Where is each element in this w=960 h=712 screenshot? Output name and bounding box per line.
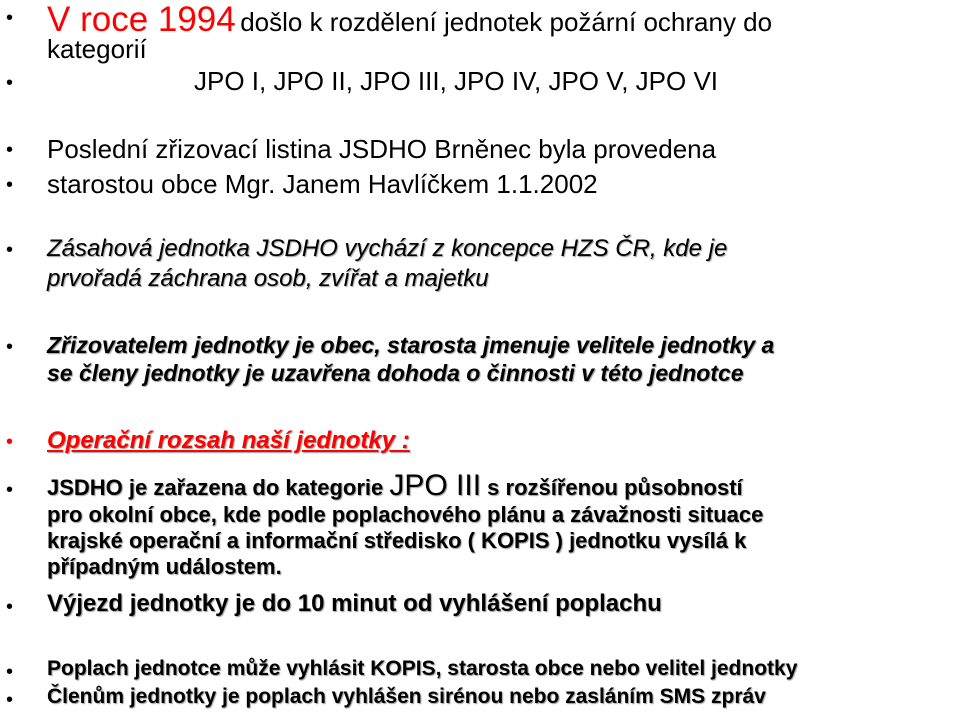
bullet-icon: •	[6, 336, 14, 358]
bullet-icon: •	[6, 7, 14, 29]
item-1-line-2: kategorií	[47, 34, 147, 64]
item-2-jpo-list: JPO I, JPO II, JPO III, JPO IV, JPO V, JPO VI	[194, 66, 719, 96]
bullet-icon: •	[6, 174, 14, 196]
item-8-text: Výjezd jednotky je do 10 minut od vyhlášení poplachu	[47, 590, 662, 617]
item-7-post: s rozšířenou působností	[487, 475, 743, 500]
bullet-icon: •	[6, 479, 14, 501]
item-3-line-2: starostou obce Mgr. Janem Havlíčkem 1.1.2002	[47, 169, 598, 199]
item-7-line-4: případným událostem.	[47, 554, 282, 579]
item-7-line-2: pro okolní obce, kde podle poplachového plánu a závažnosti situace	[47, 502, 764, 527]
item-6-heading: Operační rozsah naší jednotky :	[47, 427, 410, 454]
item-5-line-2: se členy jednotky je uzavřena dohoda o činnosti v této jednotce	[47, 360, 744, 386]
item-1-rest: došlo k rozdělení jednotek požární ochrany do	[240, 7, 773, 37]
item-1-lead: V roce 1994	[47, 0, 236, 39]
item-5-line-1: Zřizovatelem jednotky je obec, starosta jmenuje velitele jednotky a	[47, 332, 775, 358]
item-7-line-3: krajské operační a informační středisko ( KOPIS ) jednotku vysílá k	[47, 528, 747, 553]
bullet-icon: •	[6, 431, 14, 453]
bullet-icon: •	[6, 139, 14, 161]
bullet-icon: •	[6, 72, 14, 94]
bullet-icon: •	[6, 661, 14, 683]
item-1-line-1	[47, 0, 772, 47]
item-9-text: Poplach jednotce může vyhlásit KOPIS, starosta obce nebo velitel jednotky	[47, 657, 798, 680]
item-3-line-1: Poslední zřizovací listina JSDHO Brněnec byla provedena	[47, 134, 717, 164]
item-4-line-1: Zásahová jednotka JSDHO vychází z koncepce HZS ČR, kde je	[47, 235, 728, 262]
bullet-icon: •	[6, 596, 14, 618]
item-7-pre: JSDHO je zařazena do kategorie	[47, 475, 384, 500]
bullet-icon: •	[6, 239, 14, 261]
bullet-icon: •	[6, 689, 14, 711]
item-10-text: Členům jednotky je poplach vyhlášen sirénou nebo zasláním SMS zpráv	[47, 685, 766, 708]
item-7-highlight: JPO III	[389, 469, 482, 502]
item-4-line-2: prvořadá záchrana osob, zvířat a majetku	[47, 265, 489, 292]
